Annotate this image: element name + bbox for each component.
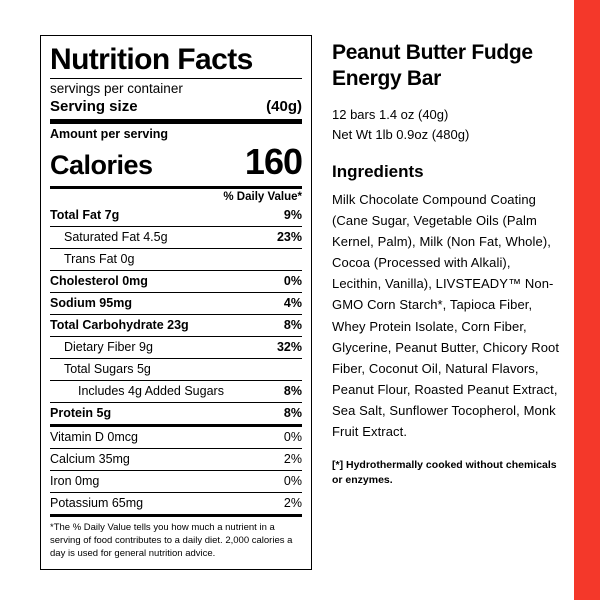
table-row: [50, 270, 302, 292]
table-row: [50, 292, 302, 314]
nutrient-dv: 4%: [283, 296, 302, 311]
pack-count: 12 bars 1.4 oz (40g): [332, 107, 449, 123]
calories-label: Calories: [50, 150, 153, 181]
product-info-column: [332, 40, 560, 488]
table-row: [50, 402, 302, 424]
nutrient-label: Total Carbohydrate 23g: [50, 318, 189, 333]
table-row: [50, 427, 302, 448]
nutrient-label: Cholesterol 0mg: [50, 274, 148, 289]
accent-bar: [574, 0, 600, 600]
net-weight: Net Wt 1lb 0.9oz (480g): [332, 126, 470, 142]
nutrient-dv: 0%: [283, 274, 302, 289]
nutrition-facts-panel: [40, 35, 312, 570]
nutrient-dv: 8%: [283, 406, 302, 421]
nutrient-label: Saturated Fat 4.5g: [64, 230, 168, 245]
nutrition-facts-title: Nutrition Facts: [50, 43, 253, 76]
nutrient-label: Includes 4g Added Sugars: [78, 384, 224, 399]
ingredients-heading: Ingredients: [332, 162, 424, 182]
amount-per-serving-label: Amount per serving: [50, 127, 169, 142]
table-row: [50, 226, 302, 248]
nutrient-label: Vitamin D 0mcg: [50, 430, 138, 445]
nutrient-dv: 23%: [276, 230, 302, 245]
table-row: [50, 470, 302, 492]
table-row: [50, 248, 302, 270]
page-title: Peanut Butter Fudge Energy Bar: [332, 41, 533, 90]
table-row: [50, 380, 302, 402]
calories-value: 160: [244, 141, 302, 183]
serving-size-label: Serving size: [50, 98, 138, 116]
nutrient-label: Total Fat 7g: [50, 208, 120, 223]
nutrient-label: Iron 0mg: [50, 474, 100, 489]
table-row: [50, 314, 302, 336]
nutrient-dv: 8%: [283, 384, 302, 399]
table-row: [50, 205, 302, 226]
servings-per-container: servings per container: [50, 80, 183, 96]
nutrient-label: Potassium 65mg: [50, 496, 144, 511]
vitamin-rows: [50, 427, 302, 514]
ingredients-text: Milk Chocolate Compound Coating (Cane Sugar, Vegetable Oils (Palm Kernel, Palm), Milk (Non Fat, Whole), Cocoa (Processed with Alkali), Lecithin, Vanilla), LIVSTEADY™ Non-GMO Corn Starch*, Tapioca Fiber, Whey Protein Isolate, Corn Fiber, Glycerine, Peanut Butter, Chicory Root Fiber, Coconut Oil, Natural Flavors, Peanut Flour, Roasted Peanut Extract, Sea Salt, Sunflower Tocopherol, Monk Fruit Extract.: [332, 192, 560, 439]
calories-row: [50, 141, 302, 186]
serving-size-row: [50, 97, 302, 119]
nutrient-label: Dietary Fiber 9g: [64, 340, 153, 355]
table-row: [50, 358, 302, 380]
nutrient-dv: 2%: [283, 452, 302, 467]
daily-value-header: % Daily Value*: [223, 191, 302, 204]
nutrient-label: Total Sugars 5g: [64, 362, 151, 377]
processing-note: [*] Hydrothermally cooked without chemicals or enzymes.: [332, 458, 557, 486]
table-row: [50, 448, 302, 470]
nutrient-dv: 32%: [276, 340, 302, 355]
table-row: [50, 336, 302, 358]
daily-value-footnote: *The % Daily Value tells you how much a nutrient in a serving of food contributes to a daily diet. 2,000 calories a day is used for general nutrition advice.: [50, 522, 293, 559]
serving-size-value: (40g): [266, 98, 302, 116]
nutrient-dv: 8%: [283, 318, 302, 333]
nutrient-dv: 0%: [283, 474, 302, 489]
nutrient-dv: 9%: [283, 208, 302, 223]
nutrient-dv: 0%: [283, 430, 302, 445]
nutrient-label: Protein 5g: [50, 406, 112, 421]
table-row: [50, 492, 302, 514]
nutrient-label: Sodium 95mg: [50, 296, 132, 311]
nutrient-rows: [50, 205, 302, 424]
nutrient-label: Trans Fat 0g: [64, 252, 135, 267]
nutrient-label: Calcium 35mg: [50, 452, 130, 467]
nutrient-dv: 2%: [283, 496, 302, 511]
